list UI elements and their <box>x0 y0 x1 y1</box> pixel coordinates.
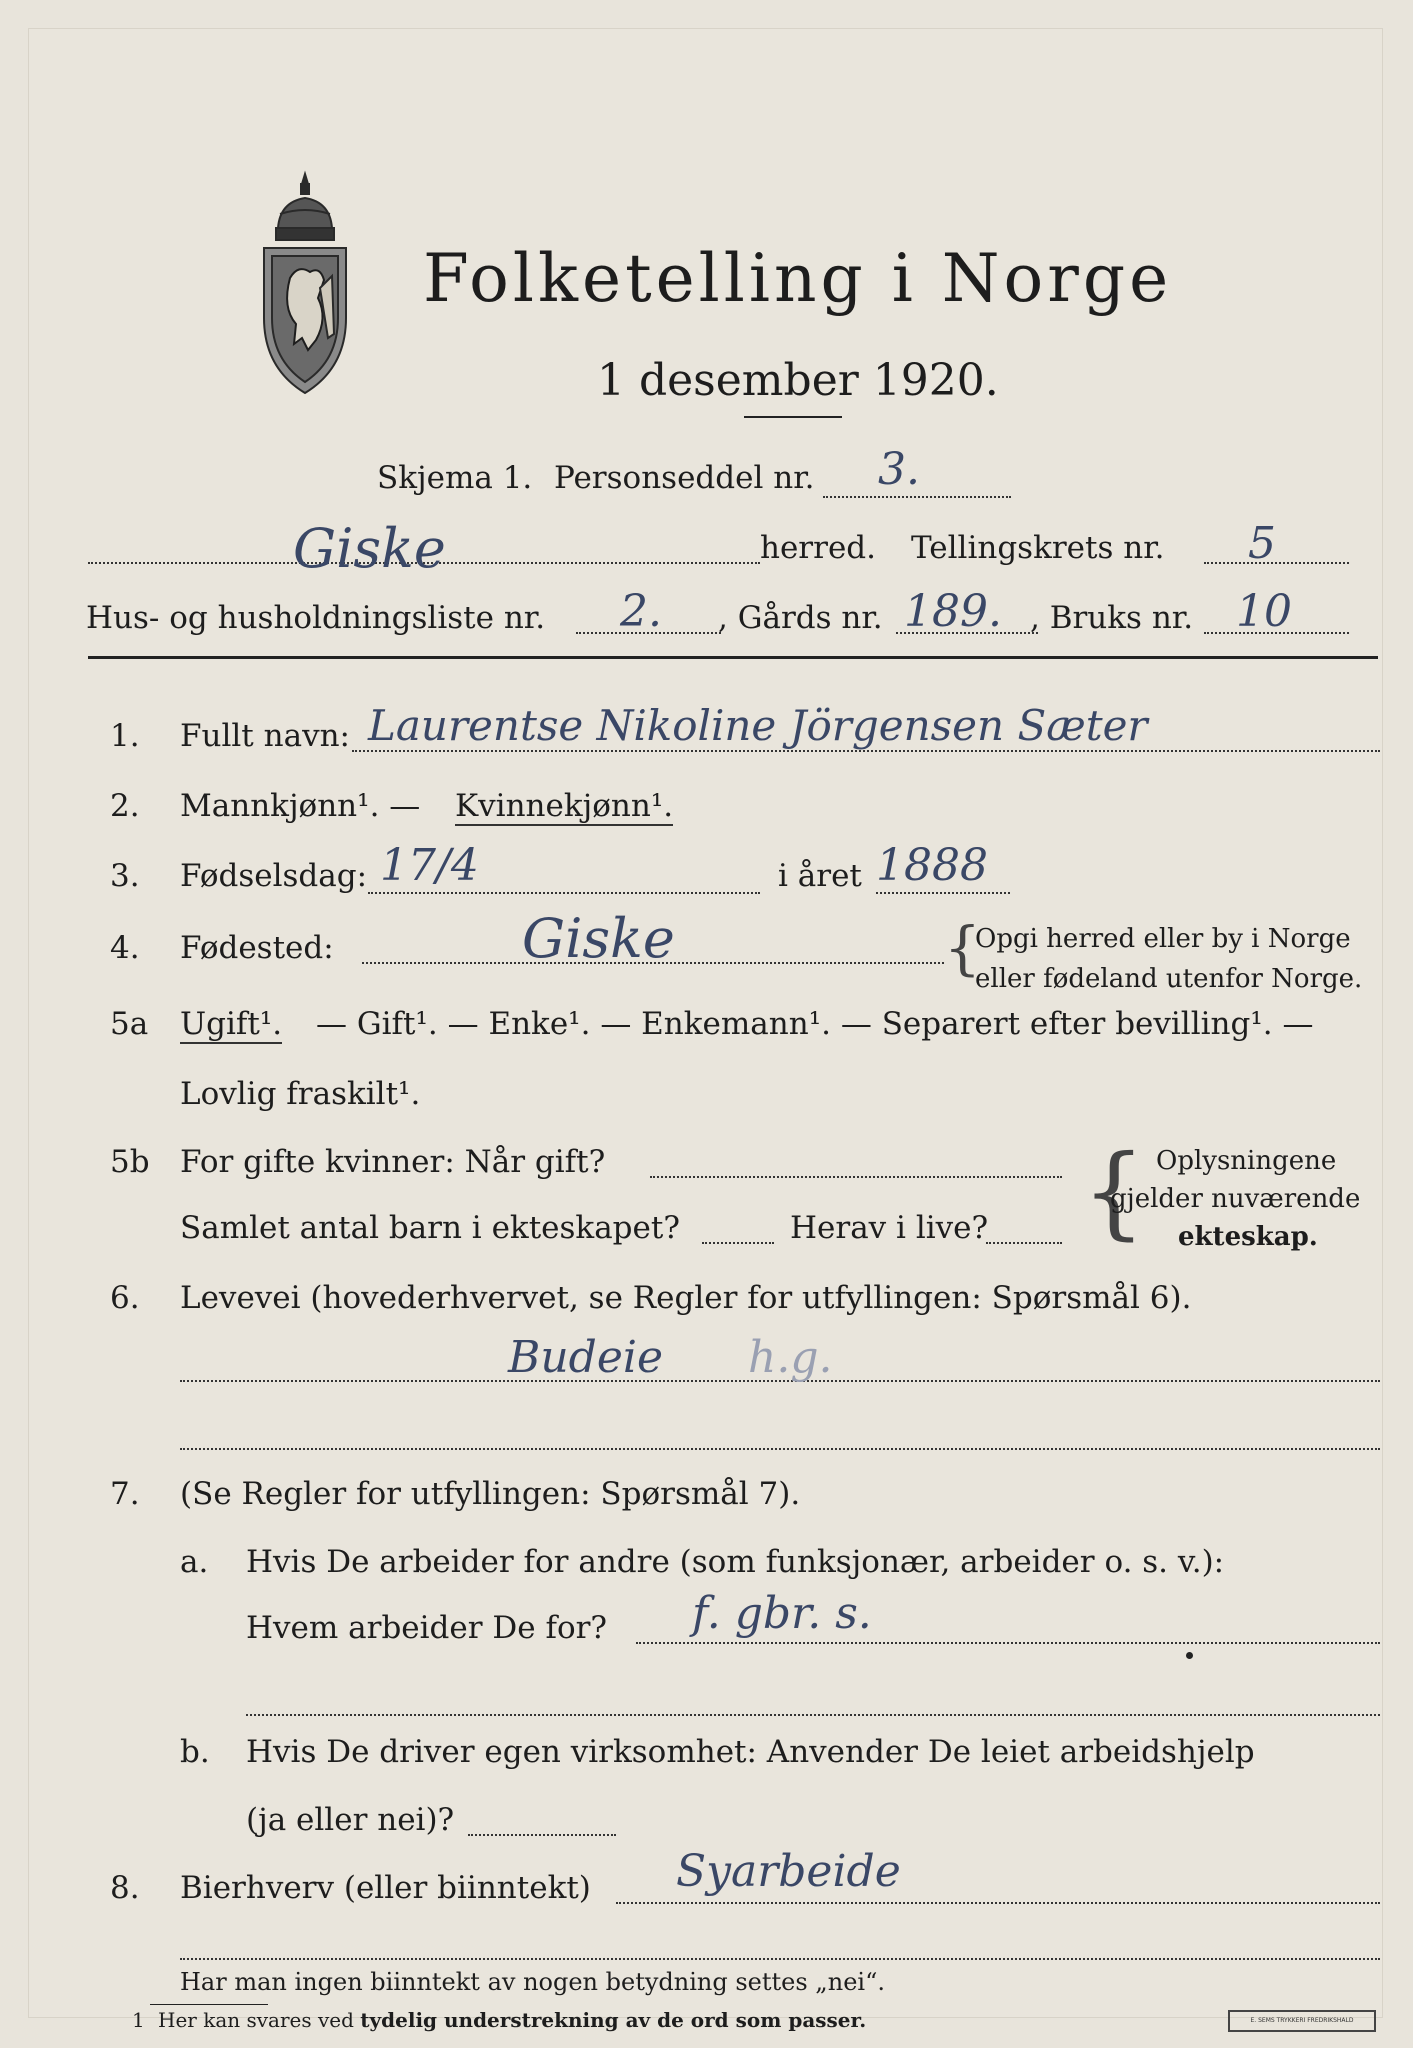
q5b-note-1: Oplysningene <box>1156 1146 1337 1176</box>
q8-label: Bierhverv (eller biinntekt) <box>180 1870 591 1906</box>
q3-number: 3. <box>110 858 140 894</box>
footnote-text-b: tydelig understrekning av de ord som passer. <box>360 2008 867 2032</box>
q5a-options: — Gift¹. — Enke¹. — Enkemann¹. — Separert efter bevilling¹. — <box>316 1006 1314 1042</box>
q7-label: (Se Regler for utfyllingen: Spørsmål 7). <box>180 1476 801 1512</box>
q7b-question: (ja eller nei)? <box>246 1802 455 1838</box>
title-divider <box>744 416 842 418</box>
tellingskrets-value: 5 <box>1248 518 1276 569</box>
bruks-value: 10 <box>1236 586 1292 637</box>
bruks-label: , Bruks nr. <box>1030 600 1194 636</box>
q5a-lovlig-fraskilt: Lovlig fraskilt¹. <box>180 1076 421 1112</box>
q8-side-occupation: Syarbeide <box>676 1846 901 1897</box>
footnote <box>158 2008 866 2032</box>
q6-occupation: Budeie <box>508 1332 663 1383</box>
q5b-when-married: For gifte kvinner: Når gift? <box>180 1144 606 1180</box>
q5b-children-total: Samlet antal barn i ekteskapet? <box>180 1210 680 1246</box>
form-title: Folketelling i Norge <box>423 240 1173 317</box>
q5b-note-3: ekteskap. <box>1178 1222 1318 1252</box>
q5b-number: 5b <box>110 1144 150 1180</box>
q5a-number: 5a <box>110 1006 149 1042</box>
header-rule <box>88 656 1378 659</box>
q1-full-name: Laurentse Nikoline Jörgensen Sæter <box>368 701 1148 750</box>
footnote-text-a: Her kan svares ved <box>158 2008 361 2032</box>
q7a-number: a. <box>180 1544 209 1580</box>
herred-label: herred. <box>760 530 876 566</box>
q3-year-value: 1888 <box>876 840 988 891</box>
personseddel-label: Personseddel nr. <box>554 460 815 496</box>
q1-number: 1. <box>110 718 140 754</box>
q3-year-label: i året <box>778 858 862 894</box>
stray-ink-dot <box>1186 1652 1193 1659</box>
q4-birthplace: Giske <box>522 907 675 970</box>
personseddel-value: 3. <box>878 444 920 495</box>
herred-value: Giske <box>293 517 446 580</box>
norway-coat-of-arms-icon <box>250 168 360 408</box>
footnote-rule <box>150 2004 268 2005</box>
hus-label: Hus- og husholdningsliste nr. <box>86 600 546 636</box>
q6-number: 6. <box>110 1280 140 1316</box>
q1-label: Fullt navn: <box>180 718 350 754</box>
q5a-ugift: Ugift¹. <box>180 1006 283 1042</box>
skjema-label: Skjema 1. <box>377 460 533 496</box>
q4-note-1: Opgi herred eller by i Norge <box>975 924 1351 954</box>
printer-stamp: E. SEMS TRYKKERI FREDRIKSHALD <box>1228 2010 1376 2032</box>
q6-label: Levevei (hovederhvervet, se Regler for utfyllingen: Spørsmål 6). <box>180 1280 1192 1316</box>
census-date: 1 desember 1920. <box>597 355 999 406</box>
q5b-alive: Herav i live? <box>790 1210 989 1246</box>
q7a-employer: f. gbr. s. <box>692 1588 872 1639</box>
census-form <box>28 28 1383 2032</box>
hus-value: 2. <box>620 586 662 637</box>
q4-label: Fødested: <box>180 930 334 966</box>
q7a-question: Hvem arbeider De for? <box>246 1610 608 1646</box>
q6-occupation-faint: h.g. <box>748 1332 833 1383</box>
q3-label: Fødselsdag: <box>180 858 368 894</box>
tellingskrets-label: Tellingskrets nr. <box>911 530 1165 566</box>
q2-male: Mannkjønn¹. — <box>180 788 421 824</box>
q7a-label: Hvis De arbeider for andre (som funksjonær, arbeider o. s. v.): <box>246 1544 1225 1580</box>
gards-label: , Gårds nr. <box>718 600 883 636</box>
footer-note: Har man ingen biinntekt av nogen betydning settes „nei“. <box>180 1968 885 1996</box>
q2-number: 2. <box>110 788 140 824</box>
q7-number: 7. <box>110 1476 140 1512</box>
q4-note-2: eller fødeland utenfor Norge. <box>975 964 1363 994</box>
q4-number: 4. <box>110 930 140 966</box>
q5b-brace: { <box>1082 1133 1146 1250</box>
footnote-number: 1 <box>132 2008 145 2032</box>
q7b-label: Hvis De driver egen virksomhet: Anvender De leiet arbeidshjelp <box>246 1734 1255 1770</box>
q2-female: Kvinnekjønn¹. <box>455 788 674 824</box>
q5b-note-2: gjelder nuværende <box>1110 1184 1361 1214</box>
q8-number: 8. <box>110 1870 140 1906</box>
gards-value: 189. <box>904 586 1002 637</box>
q7b-number: b. <box>180 1734 210 1770</box>
q4-brace: { <box>944 914 981 982</box>
q3-birthday: 17/4 <box>380 840 479 891</box>
